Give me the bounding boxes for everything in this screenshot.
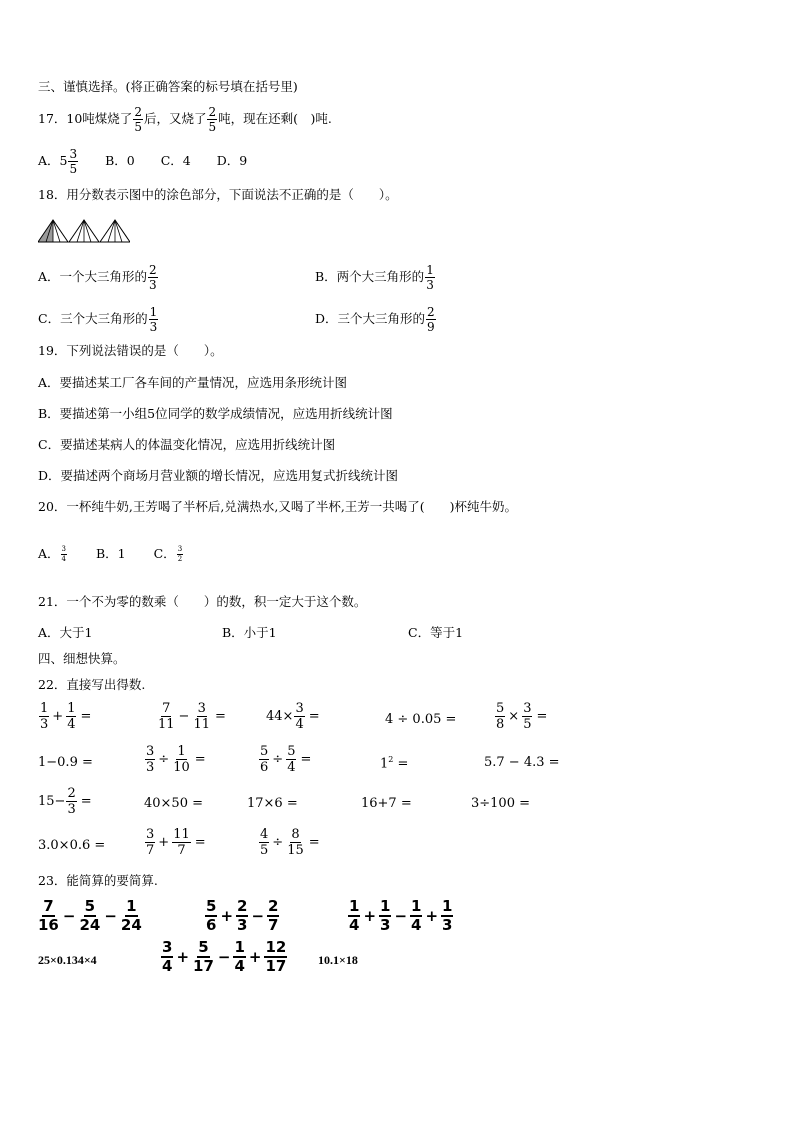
q23-expr-2: $\frac{5}{6}$ + $\frac{2}{3}$ − $\frac{2}{7}$	[206, 897, 279, 934]
section4-title: 四、细想快算。	[38, 651, 126, 666]
q22-r1-c5: $\frac{5}{8}$ × $\frac{3}{5}$ =	[496, 701, 548, 732]
q22-r3-c2: 40×50 =	[144, 796, 204, 811]
q23-expr-4: 25×0.134×4	[38, 953, 97, 967]
q19-option-b: B．要描述第一小组5位同学的数学成绩情况，应选用折线统计图	[38, 406, 393, 421]
q19-option-a: A．要描述某工厂各车间的产量情况，应选用条形统计图	[38, 375, 348, 390]
q20-options	[38, 546, 184, 563]
q23-expr-6: 10.1×18	[318, 953, 358, 967]
q20-option-c: C． $\frac{3}{2}$	[153, 545, 183, 563]
q22-r1-c2: $\frac{7}{11}$ − $\frac{3}{11}$ =	[158, 701, 226, 732]
q17-frac2: $\frac{2}{5}$	[208, 105, 217, 134]
section3-title: 三、谨慎选择。(将正确答案的标号填在括号里)	[38, 79, 298, 94]
q22-stem: 22．直接写出得数.	[38, 677, 146, 692]
q17-option-c: C．4	[160, 153, 191, 168]
q19-option-c: C．要描述某病人的体温变化情况，应选用折线统计图	[38, 437, 336, 452]
q21-stem: 21．一个不为零的数乘（ ）的数，积一定大于这个数。	[38, 594, 367, 609]
q18-option-a: A．一个大三角形的 $\frac{2}{3}$	[38, 263, 157, 292]
q21-option-c: C．等于1	[408, 625, 464, 640]
q22-r4-c1: 3.0×0.6 =	[38, 838, 106, 853]
q23-expr-3: $\frac{1}{4}$ + $\frac{1}{3}$ − $\frac{1}{4}$ + $\frac{1}{3}$	[349, 897, 453, 934]
q19-stem: 19．下列说法错误的是（ ）。	[38, 343, 223, 358]
q17-option-a: A．5 $\frac{3}{5}$	[38, 147, 78, 176]
triangles-figure	[38, 218, 130, 244]
q17-options	[38, 148, 247, 175]
q22-r2-c3: $\frac{5}{6}$ ÷ $\frac{5}{4}$ =	[260, 744, 312, 775]
q23-stem: 23．能简算的要简算.	[38, 873, 158, 888]
q20-option-b: B．1	[95, 546, 126, 561]
q20-option-a: A． $\frac{3}{4}$	[38, 545, 66, 563]
q22-r2-c1: 1−0.9 =	[38, 755, 93, 770]
q22-r3-c4: 16+7 =	[361, 796, 412, 811]
q18-option-c: C．三个大三角形的 $\frac{1}{3}$	[38, 305, 158, 334]
q18-stem: 18．用分数表示图中的涂色部分，下面说法不正确的是（ ）。	[38, 187, 398, 202]
q21-option-b: B．小于1	[222, 625, 277, 640]
q18-option-d: D．三个大三角形的 $\frac{2}{9}$	[315, 305, 435, 334]
q17-stem: 17．10吨煤烧了 $\frac{2}{5}$ 后，又烧了 $\frac{2}{5}$ 吨，现在还剩( )吨.	[38, 105, 332, 134]
q22-r2-c2: $\frac{3}{3}$ ÷ $\frac{1}{10}$ =	[146, 744, 206, 775]
q22-r3-c3: 17×6 =	[247, 796, 298, 811]
q22-r3-c5: 3÷100 =	[471, 796, 531, 811]
q18-option-b: B．两个大三角形的 $\frac{1}{3}$	[315, 263, 434, 292]
q22-r2-c5: 5.7 − 4.3 =	[484, 755, 560, 770]
q22-r4-c3: $\frac{4}{5}$ ÷ $\frac{8}{15}$ =	[260, 827, 320, 858]
q21-option-a: A．大于1	[38, 625, 93, 640]
q19-option-d: D．要描述两个商场月营业额的增长情况，应选用复式折线统计图	[38, 468, 399, 483]
q23-expr-5: $\frac{3}{4}$ + $\frac{5}{17}$ − $\frac{1}{4}$ + $\frac{12}{17}$	[162, 938, 287, 975]
q20-stem: 20．一杯纯牛奶,王芳喝了半杯后,兑满热水,又喝了半杯,王芳一共喝了( )杯纯牛奶。	[38, 499, 518, 514]
q22-r1-c3: 44× $\frac{3}{4}$ =	[266, 701, 320, 732]
q17-option-b: B．0	[105, 153, 135, 168]
q22-r1-c4: 4 ÷ 0.05 =	[385, 712, 457, 727]
q17-option-d: D．9	[216, 153, 248, 168]
q22-r2-c4: $1^2$ =	[380, 755, 409, 772]
q22-r3-c1: 15− $\frac{2}{3}$ =	[38, 786, 92, 817]
q22-r1-c1: $\frac{1}{3}$ + $\frac{1}{4}$ =	[40, 701, 92, 732]
q17-frac1: $\frac{2}{5}$	[134, 105, 142, 134]
q22-r4-c2: $\frac{3}{7}$ + $\frac{11}{7}$ =	[146, 827, 206, 858]
q23-expr-1: $\frac{7}{16}$ − $\frac{5}{24}$ − $\frac{1}{24}$	[38, 897, 142, 934]
